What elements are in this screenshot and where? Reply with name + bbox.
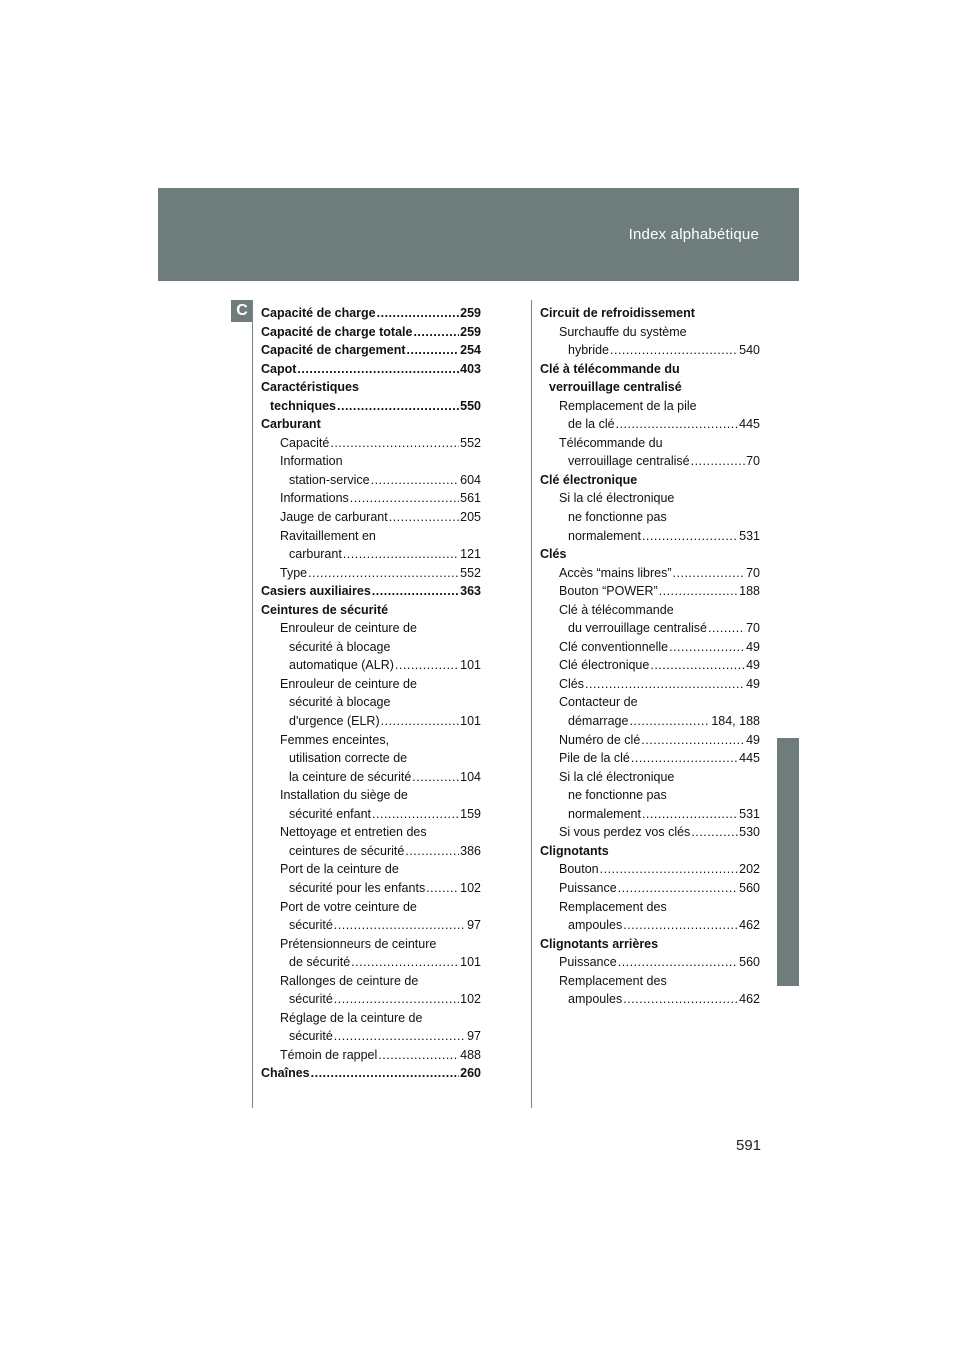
dot-leader [669,638,745,657]
index-entry-page: 560 [739,955,760,970]
index-entry-page: 49 [746,676,760,691]
index-entry-label: de sécurité [289,955,351,970]
index-entry [261,545,481,564]
dot-leader [389,508,459,527]
index-heading-line: sécurité à blocage [289,695,391,710]
index-entry [540,749,760,768]
index-entry-page: 101 [460,714,481,729]
index-entry-page: 259 [460,306,481,320]
index-entry-label: ampoules [568,992,623,1007]
index-entry [540,341,760,360]
index-entry [540,879,760,898]
dot-leader [372,805,459,824]
dot-leader [642,527,738,546]
index-entry [261,916,481,935]
dot-leader [405,842,459,861]
index-entry-label: Puissance [559,880,617,895]
index-entry [261,768,481,787]
index-entry [540,527,760,546]
index-entry [540,619,760,638]
index-heading-line: Installation du siège de [280,788,408,803]
index-entry [540,582,760,601]
dot-leader [372,582,459,601]
dot-leader [413,323,459,342]
section-thumb-tab [777,738,799,986]
index-entry [540,638,760,657]
index-entry-label: Capot [261,361,297,376]
index-entry-label: ceintures de sécurité [289,843,405,858]
index-entry [261,489,481,508]
header-band [158,188,799,281]
index-entry-label: sécurité enfant [289,806,371,821]
index-entry-page: 104 [460,769,481,784]
index-heading-line: Port de la ceinture de [280,862,399,877]
index-entry [261,879,481,898]
index-entry-page: 101 [460,658,481,673]
index-entry-label: Pile de la clé [559,751,630,766]
index-entry [261,471,481,490]
index-entry [540,731,760,750]
page-number: 591 [736,1137,762,1154]
index-entry-page: 49 [746,658,760,673]
index-entry [261,564,481,583]
index-entry-label: automatique (ALR) [289,658,394,673]
index-heading-line: Circuit de refroidissement [540,306,695,320]
index-heading-line: Remplacement des [559,973,667,988]
dot-leader [337,397,459,416]
index-entry [261,805,481,824]
index-entry [540,823,760,842]
index-entry-page: 102 [460,992,481,1007]
index-entry-page: 202 [739,862,760,877]
index-entry-label: Capacité de charge totale [261,324,413,339]
dot-leader [297,360,459,379]
dot-leader [311,1064,460,1083]
index-entry-page: 445 [739,751,760,766]
index-heading-line: Information [280,454,343,469]
index-entry-page: 49 [746,732,760,747]
index-entry-label: Numéro de clé [559,732,641,747]
dot-leader [377,304,460,323]
index-heading-line: Nettoyage et entretien des [280,825,427,840]
index-entry [261,842,481,861]
index-entry-label: normalement [568,806,641,821]
index-entry-page: 121 [460,547,481,562]
index-entry-page: 188 [739,584,760,599]
dot-leader [659,582,739,601]
dot-leader [691,823,738,842]
index-entry [261,1046,481,1065]
index-entry [540,452,760,471]
index-entry-page: 560 [739,880,760,895]
index-heading-line: Femmes enceintes, [280,732,390,747]
dot-leader [623,990,738,1009]
index-entry-label: Bouton [559,862,599,877]
index-entry-label: Chaînes [261,1066,310,1081]
index-entry-label: hybride [568,343,609,358]
dot-leader [610,341,738,360]
index-entry-label: Jauge de carburant [280,510,388,525]
index-entry-label: techniques [270,398,336,413]
index-heading-line: ne fonctionne pas [568,788,667,803]
index-entry-label: Type [280,565,308,580]
index-entry [261,360,481,379]
index-entry [261,434,481,453]
index-entry-label: Si vous perdez vos clés [559,825,691,840]
dot-leader [618,953,738,972]
index-entry-label: Bouton “POWER” [559,584,658,599]
index-entry [540,916,760,935]
index-heading-line: Ceintures de sécurité [261,602,389,617]
index-entry-page: 552 [460,565,481,580]
index-entry-page: 97 [467,1029,481,1044]
index-entry [540,564,760,583]
index-entry-page: 561 [460,491,481,506]
index-heading-line: Caractéristiques [261,380,359,395]
index-entry-label: Accès “mains libres” [559,565,672,580]
index-entry-page: 462 [739,992,760,1007]
index-heading-line: Si la clé électronique [559,491,675,506]
index-heading-line: Si la clé électronique [559,769,675,784]
index-entry-label: de la clé [568,417,615,432]
index-entry-page: 70 [746,565,760,580]
header-title: Index alphabétique [628,226,759,243]
index-entry [261,582,481,601]
index-entry-label: sécurité [289,918,333,933]
index-entry-label: Clé électronique [559,658,650,673]
dot-leader [330,434,459,453]
index-heading-line: Enrouleur de ceinture de [280,676,417,691]
index-entry-label: normalement [568,528,641,543]
index-entry-page: 403 [460,361,481,376]
dot-leader [334,916,466,935]
index-heading-line: verrouillage centralisé [549,380,682,395]
index-heading-line: Port de votre ceinture de [280,899,417,914]
dot-leader [641,731,745,750]
index-entry-label: verrouillage centralisé [568,454,690,469]
dot-leader [378,1046,459,1065]
index-entry-page: 488 [460,1047,481,1062]
index-entry [540,990,760,1009]
index-entry-page: 70 [746,454,760,469]
index-heading-line: Ravitaillement en [280,528,376,543]
index-heading-line: Clé à télécommande [559,602,674,617]
index-entry [540,860,760,879]
dot-leader [426,879,459,898]
index-entry-label: Capacité [280,435,330,450]
index-entry-page: 462 [739,918,760,933]
dot-leader [395,656,459,675]
index-entry-page: 101 [460,955,481,970]
index-entry [261,508,481,527]
index-entry [261,397,481,416]
dot-leader [631,749,738,768]
index-entry-label: Capacité de chargement [261,343,406,358]
index-heading-line: Remplacement des [559,899,667,914]
index-entry-label: Clé conventionnelle [559,639,669,654]
index-column-2 [540,304,760,1009]
index-entry-page: 445 [739,417,760,432]
index-entry-page: 159 [460,806,481,821]
index-entry [261,1027,481,1046]
index-heading-line: Rallonges de ceinture de [280,973,419,988]
dot-leader [708,619,745,638]
index-entry [261,712,481,731]
index-entry-label: sécurité [289,1029,333,1044]
index-entry-page: 530 [739,825,760,840]
dot-leader [407,341,460,360]
index-entry-page: 531 [739,806,760,821]
index-heading-line: ne fonctionne pas [568,510,667,525]
index-entry-label: Informations [280,491,349,506]
dot-leader [616,415,739,434]
index-heading-line: Prétensionneurs de ceinture [280,936,437,951]
dot-leader [673,564,746,583]
index-heading-line: sécurité à blocage [289,639,391,654]
dot-leader [351,953,459,972]
dot-leader [381,712,460,731]
index-entry [261,341,481,360]
index-heading-line: Clé à télécommande du [540,361,680,376]
index-heading-line: Carburant [261,417,321,432]
index-heading-line: Clignotants arrières [540,936,659,951]
index-entry [261,1064,481,1083]
index-entry [540,415,760,434]
index-entry-label: sécurité [289,992,333,1007]
index-entry-label: Clés [559,676,585,691]
index-heading-line: Clé électronique [540,472,638,487]
index-entry-page: 184, 188 [711,714,760,729]
dot-leader [334,990,459,1009]
index-entry-page: 259 [460,324,481,339]
index-entry-page: 363 [460,584,481,599]
index-entry [261,323,481,342]
dot-leader [371,471,460,490]
index-entry-page: 49 [746,639,760,654]
index-column-1 [261,304,481,1083]
index-entry-label: Puissance [559,955,617,970]
index-entry-page: 205 [460,510,481,525]
index-entry [261,656,481,675]
dot-leader [600,860,739,879]
index-entry [540,712,760,731]
index-heading-line: Remplacement de la pile [559,398,697,413]
index-entry-label: démarrage [568,714,629,729]
dot-leader [623,916,738,935]
index-entry-label: Témoin de rappel [280,1047,378,1062]
index-entry [540,656,760,675]
index-heading-line: Clés [540,547,567,562]
index-entry-page: 254 [460,343,481,358]
dot-leader [343,545,459,564]
index-entry [540,805,760,824]
index-heading-line: Télécommande du [559,435,663,450]
index-heading-line: Réglage de la ceinture de [280,1010,423,1025]
index-heading-line: Clignotants [540,843,609,858]
index-entry-page: 540 [739,343,760,358]
section-letter: C [231,300,253,322]
index-entry-page: 260 [460,1066,481,1081]
index-entry [540,675,760,694]
index-entry-label: sécurité pour les enfants [289,880,426,895]
index-heading-line: Contacteur de [559,695,638,710]
dot-leader [618,879,738,898]
dot-leader [350,489,459,508]
index-heading-line: Surchauffe du système [559,324,687,339]
index-entry-page: 604 [460,472,481,487]
column-rule-left [252,300,253,1108]
dot-leader [629,712,710,731]
index-entry-label: d'urgence (ELR) [289,714,380,729]
dot-leader [691,452,746,471]
dot-leader [585,675,745,694]
index-heading-line: Enrouleur de ceinture de [280,621,417,636]
index-entry-page: 386 [460,843,481,858]
dot-leader [642,805,738,824]
index-entry-page: 531 [739,528,760,543]
index-entry [261,990,481,1009]
dot-leader [412,768,459,787]
column-rule-middle [531,300,532,1108]
index-entry-page: 102 [460,880,481,895]
index-entry-label: ampoules [568,918,623,933]
index-entry [540,953,760,972]
index-entry-page: 550 [460,398,481,413]
index-entry-label: station-service [289,472,370,487]
index-heading-line: utilisation correcte de [289,751,408,766]
index-entry-page: 552 [460,435,481,450]
index-entry-label: la ceinture de sécurité [289,769,412,784]
dot-leader [650,656,745,675]
index-entry-label: Casiers auxiliaires [261,584,371,599]
index-entry [261,953,481,972]
index-entry-page: 97 [467,918,481,933]
index-entry-label: carburant [289,547,342,562]
index-entry-label: du verrouillage centralisé [568,621,707,636]
index-entry-page: 70 [746,621,760,636]
dot-leader [334,1027,466,1046]
dot-leader [308,564,459,583]
index-entry-label: Capacité de charge [261,306,376,320]
index-entry [261,304,481,323]
